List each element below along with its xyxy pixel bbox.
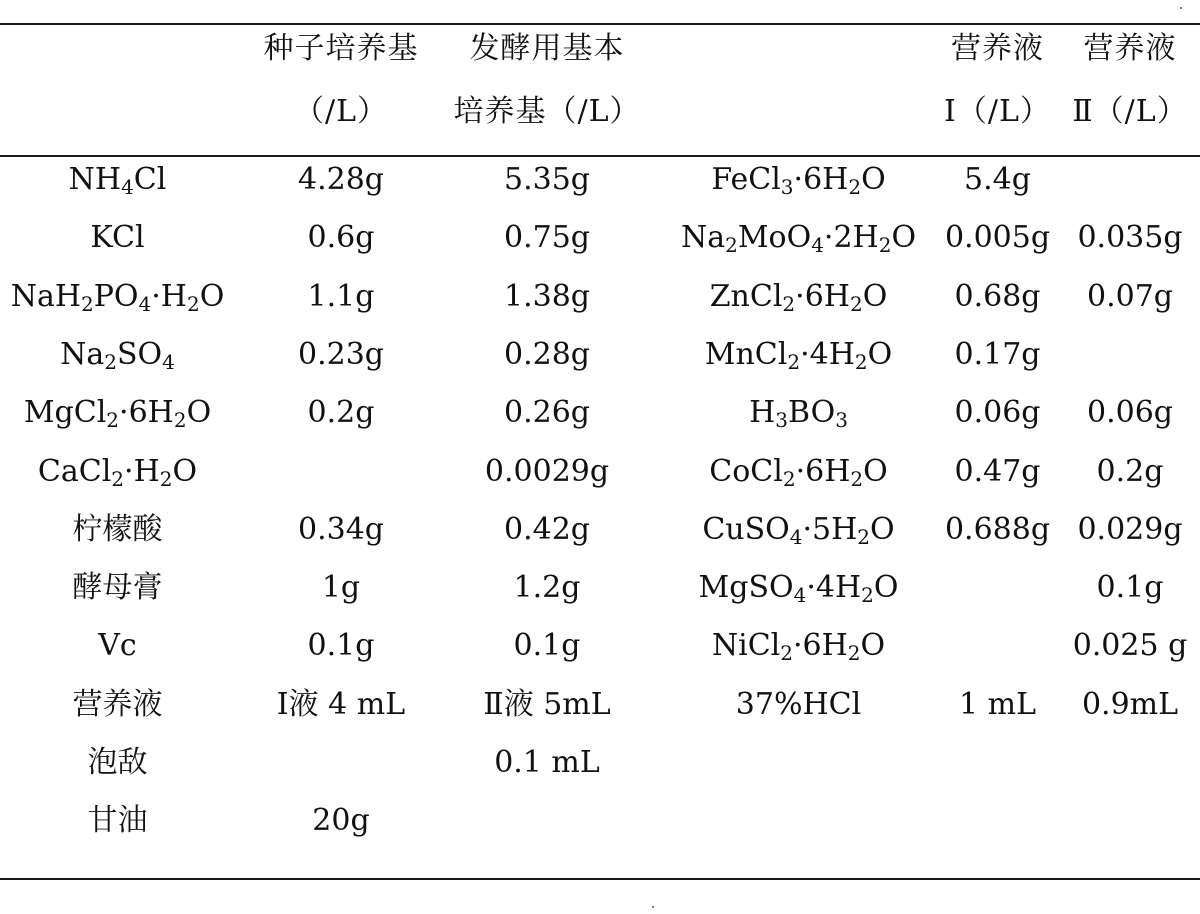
table-cell-fermentation-medium-value: 0.1 mL xyxy=(494,745,600,780)
table-cell-nutrient-component: $MgSO_4\cdot 4H_2O$ xyxy=(698,570,899,607)
table-cell-fermentation-medium-value: 1.2g xyxy=(513,570,581,605)
table-cell-nutrient-component: 37%HCl xyxy=(735,687,862,722)
table-cell-fermentation-medium-value: 0.75g xyxy=(503,220,590,255)
table-bottom-rule xyxy=(0,878,1200,880)
table-cell-fermentation-medium-value: 0.1g xyxy=(513,628,581,663)
table-cell-nutrient-component xyxy=(647,743,950,783)
table-cell-nutrient-1-value: 0.005g xyxy=(944,220,1051,255)
table-cell-nutrient-1-value xyxy=(935,801,1060,841)
header-fermentation-medium: 发酵用基本 xyxy=(469,31,625,66)
table-cell-nutrient-1-value: 0.47g xyxy=(954,454,1041,489)
table-cell-component: KCl xyxy=(90,220,145,255)
table-cell-component: $NaH_2PO_4\cdot H_2O$ xyxy=(10,279,225,316)
table-cell-component: 酵母膏 xyxy=(72,570,163,605)
header-seed-medium: 种子培养基 xyxy=(263,31,419,66)
table-cell-seed-medium-value: 4.28g xyxy=(297,162,384,197)
table-cell-component: $MgCl_2\cdot 6H_2O$ xyxy=(23,395,212,432)
table-cell-nutrient-1-value xyxy=(935,743,1060,783)
table-cell-nutrient-2-value xyxy=(1060,160,1200,200)
table-cell-nutrient-2-value: 0.9mL xyxy=(1081,687,1179,722)
table-cell-component: 营养液 xyxy=(72,687,163,722)
table-cell-seed-medium-value: 20g xyxy=(312,803,370,838)
table-cell-fermentation-medium-value: 1.38g xyxy=(503,279,590,314)
header-nutrient-2: 营养液 xyxy=(1083,31,1177,66)
table-cell-seed-medium-value: 0.2g xyxy=(307,395,375,430)
table-cell-nutrient-component: $CoCl_2\cdot 6H_2O$ xyxy=(709,454,888,491)
table-cell-component: $CaCl_2\cdot H_2O$ xyxy=(37,454,198,491)
table-cell-component: $NH_4Cl$ xyxy=(68,162,167,199)
table-cell-nutrient-component: $H_3BO_3$ xyxy=(749,395,848,432)
table-cell-nutrient-component: $CuSO_4\cdot 5H_2O$ xyxy=(702,512,895,549)
table-cell-nutrient-2-value: 0.1g xyxy=(1096,570,1164,605)
header-seed-medium-unit: （/L） xyxy=(293,94,389,129)
table-cell-nutrient-1-value xyxy=(935,626,1060,666)
table-top-rule xyxy=(0,23,1200,25)
table-cell-nutrient-2-value: 0.035g xyxy=(1077,220,1183,255)
table-cell-nutrient-1-value: 0.688g xyxy=(944,512,1051,547)
table-cell-nutrient-2-value: 0.029g xyxy=(1077,512,1183,547)
table-cell-seed-medium-value: 0.1g xyxy=(307,628,375,663)
table-cell-nutrient-1-value: 5.4g xyxy=(964,162,1031,197)
table-cell-fermentation-medium-value: 0.42g xyxy=(503,512,590,547)
table-cell-nutrient-2-value: 0.2g xyxy=(1096,454,1164,489)
table-cell-seed-medium-value: 0.34g xyxy=(297,512,384,547)
table-cell-seed-medium-value: 1.1g xyxy=(307,279,375,314)
table-cell-nutrient-1-value xyxy=(935,568,1060,608)
table-cell-nutrient-component: $ZnCl_2\cdot 6H_2O$ xyxy=(709,279,888,316)
table-cell-nutrient-component: $NiCl_2\cdot 6H_2O$ xyxy=(711,628,886,665)
table-cell-component: 柠檬酸 xyxy=(72,512,163,547)
table-cell-nutrient-component: $MnCl_2\cdot 4H_2O$ xyxy=(704,337,893,374)
table-header-rule xyxy=(0,155,1200,157)
table-cell-fermentation-medium-value: 0.0029g xyxy=(484,454,610,489)
table-cell-component: $Na_2SO_4$ xyxy=(60,337,175,374)
table-cell-nutrient-component: $FeCl_3\cdot 6H_2O$ xyxy=(711,162,886,199)
scan-speck xyxy=(1180,7,1182,9)
table-cell-nutrient-2-value xyxy=(1060,335,1200,375)
table-cell-component: 甘油 xyxy=(87,803,148,838)
table-cell-seed-medium-value xyxy=(235,743,447,783)
table-cell-fermentation-medium-value xyxy=(447,801,647,841)
table-cell-fermentation-medium-value: 5.35g xyxy=(503,162,590,197)
table-cell-seed-medium-value: 0.23g xyxy=(297,337,384,372)
table-cell-fermentation-medium-value: 0.26g xyxy=(503,395,590,430)
table-cell-nutrient-1-value: 0.68g xyxy=(954,279,1041,314)
header-fermentation-medium-unit: 培养基（/L） xyxy=(453,94,641,129)
table-cell-nutrient-2-value xyxy=(1060,743,1200,783)
header-nutrient-1: 营养液 xyxy=(951,31,1044,66)
table-cell-seed-medium-value xyxy=(235,452,447,492)
table-cell-nutrient-1-value: 0.17g xyxy=(954,337,1041,372)
table-cell-seed-medium-value: 0.6g xyxy=(307,220,375,255)
scan-speck xyxy=(652,906,654,908)
table-cell-fermentation-medium-value: 0.28g xyxy=(503,337,590,372)
table-cell-nutrient-1-value: 1 mL xyxy=(959,687,1036,722)
table-cell-seed-medium-value: Ⅰ液 4 mL xyxy=(276,687,406,722)
table-cell-nutrient-2-value: 0.06g xyxy=(1086,395,1173,430)
table-cell-nutrient-component: $Na_2MoO_4\cdot 2H_2O$ xyxy=(680,220,917,257)
table-cell-seed-medium-value: 1g xyxy=(321,570,361,605)
table-cell-nutrient-component xyxy=(647,801,950,841)
table-cell-nutrient-2-value xyxy=(1060,801,1200,841)
table-cell-fermentation-medium-value: Ⅱ液 5mL xyxy=(483,687,611,722)
table-cell-component: 泡敌 xyxy=(87,745,148,780)
table-cell-nutrient-2-value: 0.025 g xyxy=(1072,628,1188,663)
table-cell-nutrient-2-value: 0.07g xyxy=(1086,279,1173,314)
table-cell-nutrient-1-value: 0.06g xyxy=(954,395,1041,430)
header-nutrient-2-unit: Ⅱ（/L） xyxy=(1072,94,1188,129)
table-cell-component: Vc xyxy=(98,628,137,663)
header-nutrient-1-unit: Ⅰ（/L） xyxy=(944,94,1051,129)
